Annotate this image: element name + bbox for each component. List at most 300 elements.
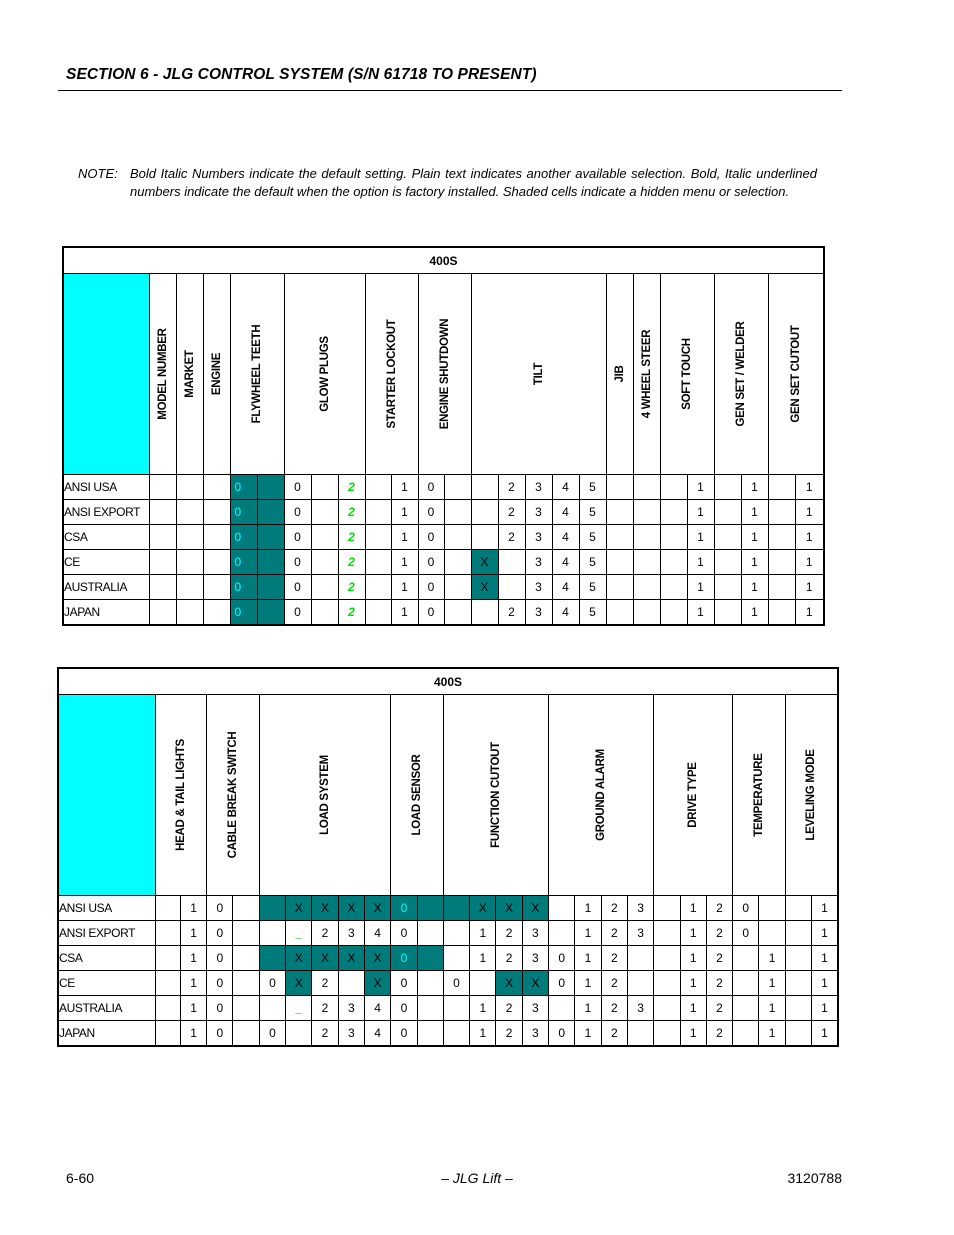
table-cell: 2 [496,1021,522,1047]
table-cell: _ [286,996,312,1021]
row-label: ANSI EXPORT [58,921,155,946]
table-cell [259,921,285,946]
table-cell [417,971,443,996]
col-header-text: LEVELING MODE [805,749,818,841]
table-cell: 3 [525,575,552,600]
table-cell: 0 [207,996,233,1021]
table-row [63,575,824,600]
table-cell: 0 [284,500,311,525]
table-cell: 1 [741,525,768,550]
table-cell: 2 [601,921,627,946]
table-cell: 0 [207,896,233,921]
table-cell: 1 [759,946,785,971]
table-cell: 1 [180,946,206,971]
table-cell: 1 [687,550,714,575]
table-cell [759,896,785,921]
table-cell [257,475,284,500]
table-cell: 2 [706,1021,732,1047]
table-cell: 1 [575,896,601,921]
table-cell [443,946,469,971]
table-cell: 2 [498,525,525,550]
table-cell [660,525,687,550]
table-cell: 1 [391,500,418,525]
label-header-cell [58,695,155,896]
table-cell: 1 [180,921,206,946]
col-header-text: GEN SET CUTOUT [789,325,802,423]
table-cell [498,550,525,575]
table-cell [549,921,575,946]
table-cell: 1 [470,996,496,1021]
table-cell [654,921,680,946]
document-number: 3120788 [787,1170,842,1186]
table-cell: X [364,946,390,971]
table-cell: 2 [496,946,522,971]
table-cell: X [312,896,338,921]
table-cell: 2 [338,500,365,525]
table-cell: 1 [687,600,714,626]
table-cell: 0 [418,600,444,626]
table-cell: 2 [706,946,732,971]
table-400s-options-1 [62,246,825,626]
col-header-text: FUNCTION CUTOUT [489,742,502,848]
table-cell: 0 [443,971,469,996]
table-cell [233,971,259,996]
col-header [443,695,548,896]
table-cell: 0 [284,575,311,600]
col-header-text: MARKET [183,350,196,398]
col-header [714,274,768,475]
table-cell [660,475,687,500]
table-cell: 4 [364,921,390,946]
table-cell [365,600,391,626]
table-cell [785,946,811,971]
table-cell [176,575,203,600]
row-label: ANSI EXPORT [63,500,149,525]
row-label: CE [58,971,155,996]
table-row [63,475,824,500]
table-cell [606,500,633,525]
row-label: CSA [63,525,149,550]
table-cell [714,475,741,500]
table-cell: X [338,946,364,971]
table-cell: 1 [470,1021,496,1047]
table-cell [365,575,391,600]
row-label: ANSI USA [58,896,155,921]
table-cell: 1 [687,500,714,525]
table-cell [365,475,391,500]
table-row [58,946,838,971]
col-header-text: GLOW PLUGS [318,336,331,412]
table-cell [606,550,633,575]
table-cell: 3 [627,921,653,946]
table-cell: 0 [391,921,417,946]
table-cell: 2 [601,1021,627,1047]
table-cell [733,971,759,996]
table-cell [443,921,469,946]
table-cell: 2 [338,600,365,626]
table-cell [785,996,811,1021]
table-cell: 4 [552,600,579,626]
table-cell: 3 [525,500,552,525]
table-cell: X [470,896,496,921]
table-cell [633,475,660,500]
table-cell [660,550,687,575]
table-cell: 1 [680,946,706,971]
table-cell: 1 [680,921,706,946]
table-cell [768,575,795,600]
table-cell: 0 [207,1021,233,1047]
table-cell [633,600,660,626]
table-cell: X [286,896,312,921]
col-header [660,274,714,475]
table-row [58,921,838,946]
table-cell [149,525,176,550]
table-cell: 0 [230,500,257,525]
table-cell: 1 [391,525,418,550]
col-header-text: 4 WHEEL STEER [640,329,653,419]
table-cell [149,600,176,626]
col-header-text: GROUND ALARM [595,749,608,841]
col-header-text: CABLE BREAK SWITCH [226,731,239,859]
table-cell: 1 [680,996,706,1021]
table-cell: 1 [812,996,838,1021]
table-cell: 1 [741,475,768,500]
table-cell: 0 [549,1021,575,1047]
col-header [155,695,207,896]
table-cell [257,500,284,525]
table-cell [714,600,741,626]
table-cell [176,525,203,550]
table-cell: 4 [552,525,579,550]
table-cell [633,500,660,525]
table-cell [733,996,759,1021]
table-cell [417,921,443,946]
table-cell: 0 [733,921,759,946]
table-cell [660,600,687,626]
table-cell [444,525,471,550]
table-cell [471,525,498,550]
table-cell [444,575,471,600]
table-cell [311,475,338,500]
col-header [471,274,606,475]
table-cell: 2 [498,600,525,626]
table-cell: 1 [741,575,768,600]
table-cell: 1 [812,896,838,921]
table-cell [233,896,259,921]
table-cell: 0 [230,525,257,550]
table-cell: 1 [812,971,838,996]
table-cell [155,896,180,921]
table-cell: 2 [706,996,732,1021]
table-row [58,896,838,921]
table-cell [785,971,811,996]
table-cell: 3 [525,475,552,500]
table-cell [203,600,230,626]
table-cell [149,475,176,500]
table-cell: 0 [391,896,417,921]
table-cell [785,896,811,921]
table-cell [257,575,284,600]
table-cell: 5 [579,475,606,500]
table-cell [633,525,660,550]
table-cell: 2 [601,946,627,971]
table-cell: 1 [575,1021,601,1047]
table-cell: 1 [795,550,824,575]
table-cell [444,550,471,575]
col-header [633,274,660,475]
table-cell: 0 [259,1021,285,1047]
table-cell [365,525,391,550]
table-cell [627,971,653,996]
table-cell: 1 [812,1021,838,1047]
table-cell [498,575,525,600]
table-cell: 1 [391,475,418,500]
table-cell [149,500,176,525]
table-cell: 5 [579,575,606,600]
table-cell [759,921,785,946]
table-cell: 3 [338,996,364,1021]
table-cell: 5 [579,600,606,626]
table-cell: 4 [552,575,579,600]
table-cell: 1 [795,475,824,500]
table-cell: 3 [522,946,548,971]
table-cell [768,475,795,500]
table-cell: 3 [627,996,653,1021]
row-label: JAPAN [63,600,149,626]
table-cell: 0 [418,575,444,600]
footer-brand: – JLG Lift – [441,1170,513,1186]
table-cell [733,946,759,971]
table-cell: 2 [312,1021,338,1047]
col-header-text: LOAD SENSOR [411,754,424,836]
table-cell: 1 [795,575,824,600]
table-cell [257,550,284,575]
table-400s-options-2 [57,667,839,1047]
table-cell [654,996,680,1021]
table-row [63,500,824,525]
table-cell: 2 [706,921,732,946]
col-header-text: MODEL NUMBER [156,328,169,420]
table-cell: 4 [552,475,579,500]
table-cell: 0 [284,475,311,500]
table-cell: X [286,946,312,971]
table-cell: 0 [207,946,233,971]
table-title: 400S [63,247,824,274]
table-cell: 1 [575,946,601,971]
table-cell: 2 [338,550,365,575]
table-cell [203,500,230,525]
table-cell [233,921,259,946]
table-cell [311,500,338,525]
row-label: CE [63,550,149,575]
table-cell: 3 [525,550,552,575]
col-header-text: STARTER LOCKOUT [385,319,398,429]
table-cell: 1 [759,996,785,1021]
table-cell: 3 [525,525,552,550]
table-cell [654,1021,680,1047]
col-header [176,274,203,475]
table-cell: 1 [812,946,838,971]
table-cell: 1 [680,1021,706,1047]
header-rule [58,90,842,91]
table-cell: X [496,896,522,921]
table-cell: 0 [418,550,444,575]
table-cell: X [471,550,498,575]
table-title: 400S [58,668,838,695]
col-header-text: ENGINE SHUTDOWN [438,318,451,430]
col-header-text: ENGINE [210,352,223,396]
table-cell [733,1021,759,1047]
table-cell: _ [286,921,312,946]
col-header-text: GEN SET / WELDER [735,321,747,427]
table-cell [714,575,741,600]
table-row [63,525,824,550]
table-cell: 0 [391,996,417,1021]
table-cell: 2 [338,475,365,500]
row-label: CSA [58,946,155,971]
table-cell [338,971,364,996]
col-header [149,274,176,475]
table-cell [365,500,391,525]
note-text: Bold Italic Numbers indicate the default setting. Plain text indicates another available selection. Bold, Italic underlined numbers indicate the default when the option is factory installed. Shaded cells indicate a hidden menu or selection. [130,166,817,199]
table-cell [443,996,469,1021]
table-row [58,971,838,996]
table-cell [660,575,687,600]
col-header [259,695,390,896]
table-cell [606,525,633,550]
table-cell: 1 [687,475,714,500]
table-cell: X [364,896,390,921]
table-cell: 0 [418,475,444,500]
table-cell: X [471,575,498,600]
table-cell [203,475,230,500]
col-header-text: DRIVE TYPE [687,762,700,828]
table-cell [768,500,795,525]
table-cell [549,896,575,921]
table-cell: 4 [552,550,579,575]
table-cell [660,500,687,525]
col-header [230,274,284,475]
table-cell: 2 [496,921,522,946]
table-cell: 3 [525,600,552,626]
table-cell: 4 [364,1021,390,1047]
table-cell: 2 [498,500,525,525]
table-cell [768,525,795,550]
table-cell [417,946,443,971]
col-header [654,695,733,896]
table-cell [176,475,203,500]
table-cell [444,600,471,626]
table-cell [627,946,653,971]
table-cell: 2 [706,896,732,921]
table-cell: 0 [418,500,444,525]
table-cell: 0 [230,600,257,626]
table-cell [417,1021,443,1047]
table-cell: 3 [338,1021,364,1047]
table-cell: 0 [230,475,257,500]
table-cell: 2 [338,575,365,600]
table-cell [257,600,284,626]
table-cell: 0 [207,971,233,996]
table-cell: 0 [391,971,417,996]
table-cell: 1 [575,921,601,946]
table-cell: 1 [795,525,824,550]
table-cell [203,550,230,575]
table-cell: 2 [498,475,525,500]
table-cell: 0 [733,896,759,921]
table-cell [471,500,498,525]
table-cell: 0 [284,600,311,626]
table-cell: 3 [338,921,364,946]
table-cell [155,946,180,971]
table-cell: 2 [706,971,732,996]
col-header-text: TILT [532,362,545,386]
table-cell: 1 [575,971,601,996]
table-cell: 0 [391,946,417,971]
table-cell: 0 [418,525,444,550]
table-cell: 2 [312,921,338,946]
col-header-text: SOFT TOUCH [681,338,693,410]
col-header-text: TEMPERATURE [752,753,765,837]
table-cell: 3 [627,896,653,921]
table-cell [259,946,285,971]
table-cell: X [522,971,548,996]
table-cell: 2 [601,896,627,921]
table-cell: 1 [759,971,785,996]
table-cell [471,475,498,500]
table-cell: 1 [470,946,496,971]
table-cell: 2 [496,996,522,1021]
table-cell [606,575,633,600]
col-header-text: HEAD & TAIL LIGHTS [174,739,187,851]
table-cell [443,896,469,921]
col-header [203,274,230,475]
table-cell [654,896,680,921]
table-cell: 4 [552,500,579,525]
table-cell: 1 [180,1021,206,1047]
table-cell: 2 [338,525,365,550]
table-cell: 1 [680,896,706,921]
table-cell [176,600,203,626]
table-cell [155,1021,180,1047]
col-header-text: JIB [613,365,626,383]
table-cell: X [338,896,364,921]
section-title: SECTION 6 - JLG CONTROL SYSTEM (S/N 61718 TO PRESENT) [66,66,537,83]
table-cell: 1 [741,550,768,575]
table-cell: 3 [522,996,548,1021]
table-cell [714,550,741,575]
table-cell: 5 [579,500,606,525]
table-row [58,1021,838,1047]
row-label: AUSTRALIA [58,996,155,1021]
table-cell: 5 [579,525,606,550]
table-cell [259,896,285,921]
table-cell [444,475,471,500]
col-header-text: LOAD SYSTEM [319,755,332,835]
table-cell [549,996,575,1021]
table-cell [311,575,338,600]
table-cell [259,996,285,1021]
table-cell [471,600,498,626]
table-cell: 1 [812,921,838,946]
table-cell [311,550,338,575]
table-cell [155,996,180,1021]
table-cell: 1 [795,500,824,525]
table-cell: 1 [180,896,206,921]
table-cell: 0 [230,575,257,600]
table-cell [311,525,338,550]
col-header [768,274,824,475]
